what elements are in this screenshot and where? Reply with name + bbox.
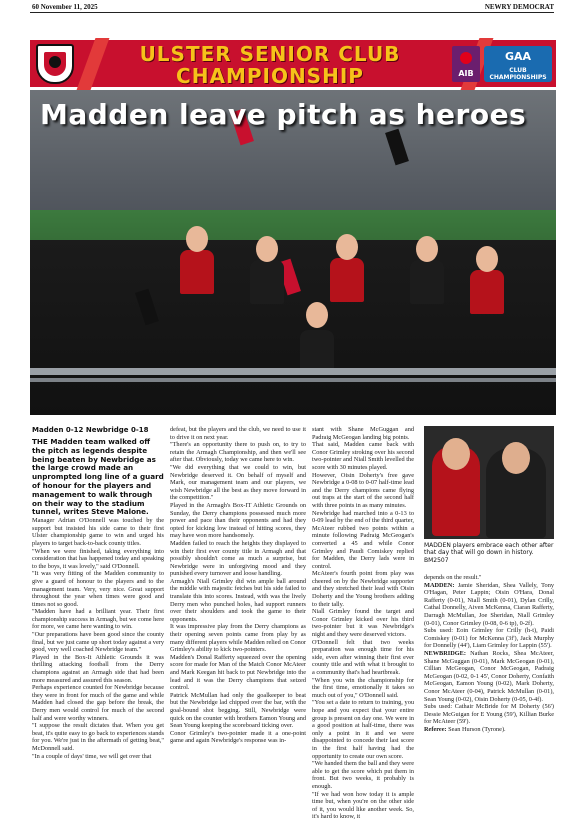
photo-face (336, 234, 358, 260)
paragraph: Patrick McMullan had only the goalkeeper to beat but the Newbridge lad chipped over the bar, with the goal-bound shot begging. Still, Newbridge were quick on the counter with brothers Eamon Young and Sean Young keeping the scoreboard ticking over. (170, 691, 306, 730)
paragraph: "When you win the championship for the first time, emotionally it takes so much out of you," O'Donnell said. (312, 676, 414, 699)
paragraph: Madden failed to reach the heights they displayed to win their first ever county title in Armagh and that possibly shouldn't come as much a surprise, but Newbridge were in unforgiving mood and they punished every turnover and loose handling. (170, 539, 306, 578)
paragraph: "Our preparations have been good since the county final, but we just came up short today against a very good, very well coached Newbridge team." (32, 631, 164, 654)
photo-face (416, 236, 438, 262)
gaa-logo-text: GAA (504, 50, 532, 63)
paragraph: Manager Adrian O'Donnell was touched by the support but insisted his side came to their first Ulster championship game to win and urged his players to target back-to-back county titles. (32, 517, 164, 547)
article-lede: THE Madden team walked off the pitch as legends despite being beaten by Newbridge as the large crowd made an unprompted long line of a guard of honour for the players and management to walk through on their way to the stadium tunnel, writes Steve Malone. (32, 437, 164, 517)
paragraph: Played in the Armagh's Box-IT Athletic Grounds on Sunday, the Derry champions possessed much more power and pace than their opponents and had they opted for kicking low instead of hitting scores, they may have won more handsomely. (170, 501, 306, 540)
photo-supporter (250, 260, 284, 304)
photo-face (442, 438, 470, 470)
folio-page-date: 60 November 11, 2025 (32, 3, 98, 11)
team-line-newbridge (424, 650, 554, 703)
team-list: Jamie Sheridan, Shea Vallely, Tony O'Hagan, Peter Lappin; Oisin O'Hara, Donal Rafferty (0-01), Niall Smith (0-01), Dylan Crilly, Cathal Donnelly, Aiven McKenna, Ciaran Rafferty, Darragh McMullan, Joe Sheridan, Niall Grimley (0-01), Conor Grimley (0-08, 0-6 tp), 0-2f). (424, 581, 554, 627)
photo-face (476, 246, 498, 272)
paragraph: Armagh's Niall Grimley did win ample ball around the middle with majestic fetches but his side failed to translate this into scores. Instead, with was the lively Derry men who punched holes, had support runners over their shoulders and took the game to their opponents. (170, 577, 306, 623)
paragraph: "I suppose the result dictates that. When you get beat, it's quite easy to go back to experiences stands for you. We're just in the aftermath of getting beat," McDonnell said. (32, 722, 164, 752)
photo-face (186, 226, 208, 252)
paragraph: McAteer's fourth point from play was cheered on by the Newbridge supporter and they stretched their lead with Oisin Doherty and the Young brothers adding to their tally. (312, 570, 414, 608)
photo-supporter (180, 250, 214, 294)
paragraph: "We did everything that we could to win, but Newbridge deserved it. On behalf of myself and Mark, our management team and our players, we wish Newbridge all the best as they move forward in the competition." (170, 463, 306, 502)
folio-publication: NEWRY DEMOCRAT (484, 3, 554, 11)
article-column-2 (170, 426, 306, 745)
photo-caption: MADDEN players embrace each other after that day that will go down in history. BM2507 (424, 542, 554, 564)
referee-label: Referee: (424, 725, 447, 733)
subs-madden: Subs used: Eoin Grimley for Crilly (h-t), Paidi Comiskey (0-01) for McKenna (3f'), Jack Murphy for Donnelly (44'), Liam Grimley for Lappin (55'). (424, 627, 554, 650)
main-photo-crowd (30, 90, 556, 415)
referee-line (424, 726, 554, 734)
team-label: NEWBRIDGE: (424, 649, 466, 657)
team-list: Nathan Rocks, Shea McAteer, Shane McGuggan (0-01), Mark McGeogan (0-01), Cillian McGeogan, Conor McGeogan, Padraig McGeogan (0-02, 0-1 45', Conor Doherty, Confaith McGeogan, Eamon Young (0-02), Mark Doherty, Conor McAteer (0-04), Patrick McMullan (0-01), Sean Young (0-02), Oisin Doherty (0-05, 0-4f). (424, 649, 554, 703)
banner-title-line1: ULSTER SENIOR CLUB (139, 42, 401, 66)
photo-face (502, 442, 530, 474)
subs-newbridge: Subs used: Cathair McBride for M Doherty (56') Dessie McGuigan for E Young (59'), Killian Burke for McAteer (59'). (424, 703, 554, 726)
paragraph: Newbridge had marched into a 0-13 to 0-09 lead by the end of the third quarter, McAteer rubbed two points within a minute following Padraig McGeogan's converted a 45 and while Conor Grimley and Paudi Comiskey replied for Madden, the Derry lads were in control. (312, 509, 414, 570)
players-embrace-photo (424, 426, 554, 539)
photo-face (306, 302, 328, 328)
paragraph: Perhaps experience counted for Newbridge because they were in front for much of the game and while Madden had closed the gap before the break, the Derry men would control for much of the second half and were worthy winners. (32, 684, 164, 722)
photo-supporter (410, 260, 444, 304)
article-column-1 (32, 426, 164, 760)
photo-barrier-rail (30, 368, 556, 375)
gaa-club-championships-logo (484, 46, 552, 82)
paragraph: "You set a date to return to training, you hope and you expect that your entire group is present on day one. We were in a good position at half-time, there was only a point in it and we were disappointed to concede their last score in the first half having had the opportunity to create our own score. (312, 699, 414, 760)
paragraph: depends on the result." (424, 574, 482, 581)
paragraph: It was impressive play from the Derry champions as their opening seven points came from play by as many different players while Madden relied on Conor Grimley's ability to kick two-pointers. (170, 623, 306, 654)
article-column-3 (312, 426, 414, 821)
banner-title-line2: CHAMPIONSHIP (176, 64, 364, 88)
folio-rule (30, 12, 554, 13)
paragraph: "In a couple of days' time, we will get over that (32, 752, 152, 760)
article-column-4 (424, 574, 554, 733)
team-label: MADDEN: (424, 581, 455, 589)
paragraph: However, Oisin Doherty's free gave Newbridge a 0-08 to 0-07 half-time lead and the Derry champions came flying out traps at the start of the second half with three points in as many minutes. (312, 471, 414, 509)
aib-logo (452, 46, 480, 82)
paragraph: "If we had won how today it is ample time but, when you're on the other side of it, you would like another week. So, it's hard to know, it (312, 790, 414, 821)
article-headline: Madden leave pitch as heroes (40, 98, 527, 131)
photo-supporter (330, 258, 364, 302)
team-line-madden (424, 582, 554, 628)
paragraph: stant with Shane McGuggan and Padraig McGeogan landing big points. (312, 426, 414, 441)
photo-barrier-rail (30, 378, 556, 382)
paragraph: Madden's Donal Rafferty squeezed over the opening score for made for Man of the Match Conor McAteer and Mark Keegan hit back to put Newbridge into the lead and it was the Derry champions that seized control. (170, 653, 306, 692)
crest-emblem (49, 56, 61, 68)
aib-logo-text: AIB (458, 69, 474, 78)
paragraph: Played in the Box-It Athletic Grounds it was thrilling attacking football from the Derry champions against an Armagh side that had been more measured and assured this season. (32, 653, 164, 684)
paragraph: "Madden have had a brilliant year. Their first championship success in Armagh, but we come here for more, we came here wanting to win. (32, 608, 164, 631)
club-crest-icon (36, 44, 74, 84)
paragraph: "When we were finished, taking everything into consideration that has happened today and speaking to the boys, it was lovely," said O'Donnell. (32, 547, 164, 570)
score-kicker: Madden 0-12 Newbridge 0-18 (32, 426, 149, 434)
paragraph: Conor Grimley's two-pointer made it a one-point game and again Newbridge's response was in- (170, 729, 306, 745)
photo-face (256, 236, 278, 262)
paragraph: That said, Madden came back with Conor Grimley stroking over his second two-pointer and Niall Smith levelled the score with 30 minutes played. (312, 441, 414, 471)
photo-supporter (470, 270, 504, 314)
paragraph: defeat, but the players and the club, we need to use it to drive it on next year. (170, 426, 306, 441)
paragraph: O'Donnell felt that two weeks preparation was enough time for his side, even after winning their first ever county title and with what it brought to a community that's had heartbreak. (312, 638, 414, 676)
paragraph: "There's an opportunity there to push on, to try to retain the Armagh Championship, and then we'll see after that. Obviously, today we came here to win. (170, 441, 306, 464)
referee-name: Sean Hurson (Tyrone). (446, 725, 506, 733)
paragraph: "We handed them the ball and they were able to get the score which put them in front. But two weeks, it probably is enough. (312, 760, 414, 790)
paragraph: Niall Grimley found the target and Conor Grimley kicked over his third two-pointer but it was Newbridge's night and they were deserved victors. (312, 608, 414, 639)
paragraph: "It was very fitting of the Madden community to give a guard of honour to the players and to the management team. Very, very nice. Great support throughout the year when times were good and times not so good. (32, 570, 164, 608)
aib-mark-icon (460, 52, 472, 64)
gaa-logo-subtext: CLUB CHAMPIONSHIPS (489, 67, 547, 81)
